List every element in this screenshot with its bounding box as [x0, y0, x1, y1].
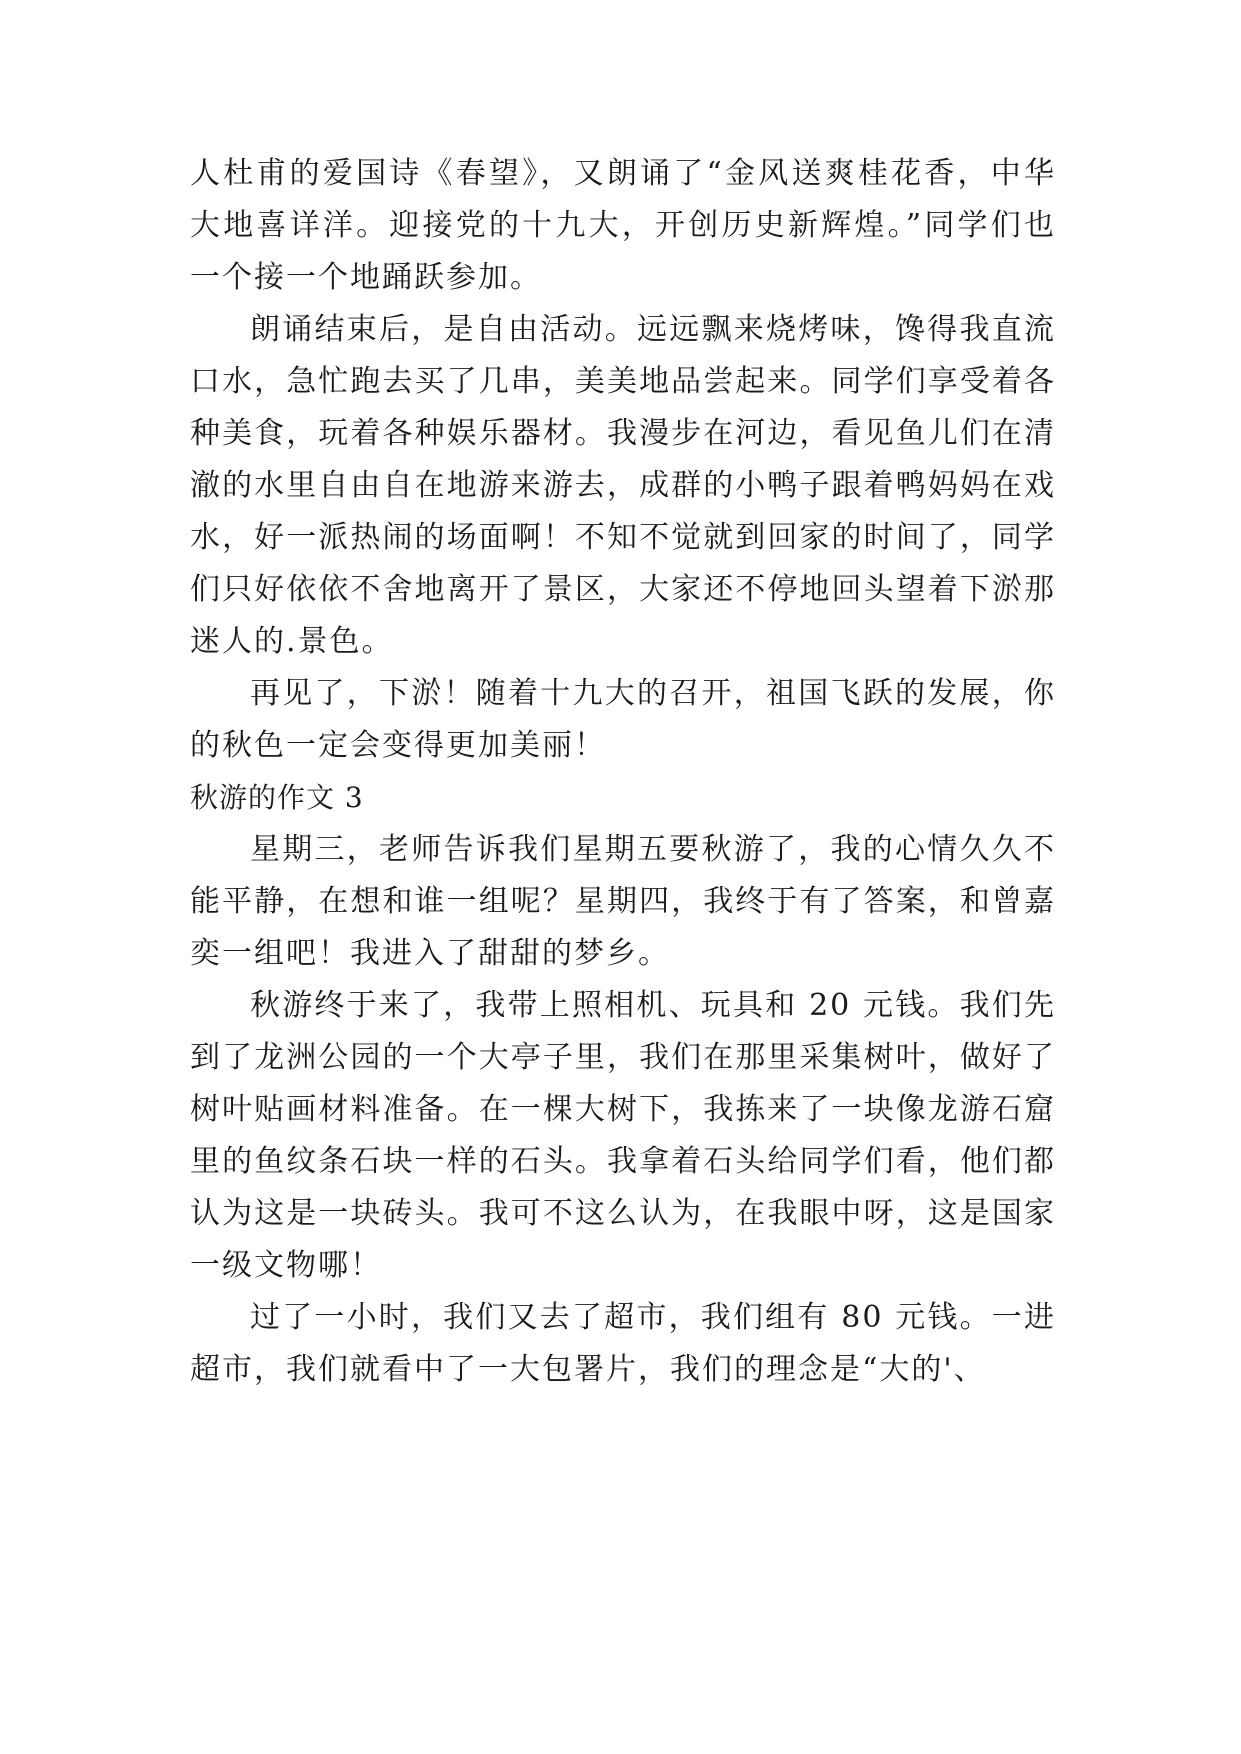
- paragraph: 再见了，下淤！随着十九大的召开，祖国飞跃的发展，你的秋色一定会变得更加美丽！: [190, 676, 1056, 763]
- paragraph: 朗诵结束后，是自由活动。远远飘来烧烤味，馋得我直流口水，急忙跑去买了几串，美美地品尝起来。同学们享受着各种美食，玩着各种娱乐器材。我漫步在河边，看见鱼儿们在清澈的水里自由自在地游来游去，成群的小鸭子跟着鸭妈妈在戏水，好一派热闹的场面啊！不知不觉就到回家的时间了，同学们只好依依不舍地离开了景区，大家还不停地回头望着下淤那迷人的.景色。: [190, 312, 1056, 659]
- paragraph: 过了一小时，我们又去了超市，我们组有 80 元钱。一进超市，我们就看中了一大包署片，我们的理念是“大的'、: [190, 1300, 1056, 1387]
- section-title: 秋游的作文 3: [190, 781, 364, 814]
- paragraph: 星期三，老师告诉我们星期五要秋游了，我的心情久久不能平静，在想和谁一组呢？星期四，我终于有了答案，和曾嘉奕一组吧！我进入了甜甜的梦乡。: [190, 832, 1056, 971]
- paragraph: 秋游终于来了，我带上照相机、玩具和 20 元钱。我们先到了龙洲公园的一个大亭子里，我们在那里采集树叶，做好了树叶贴画材料准备。在一棵大树下，我拣来了一块像龙游石窟里的鱼纹条石块一样的石头。我拿着石头给同学们看，他们都认为这是一块砖头。我可不这么认为，在我眼中呀，这是国家一级文物哪！: [190, 988, 1056, 1283]
- document-page: [190, 148, 1056, 1396]
- paragraph-continued: 人杜甫的爱国诗《春望》，又朗诵了“金风送爽桂花香，中华大地喜详洋。迎接党的十九大，开创历史新辉煌。”同学们也一个接一个地踊跃参加。: [190, 156, 1056, 295]
